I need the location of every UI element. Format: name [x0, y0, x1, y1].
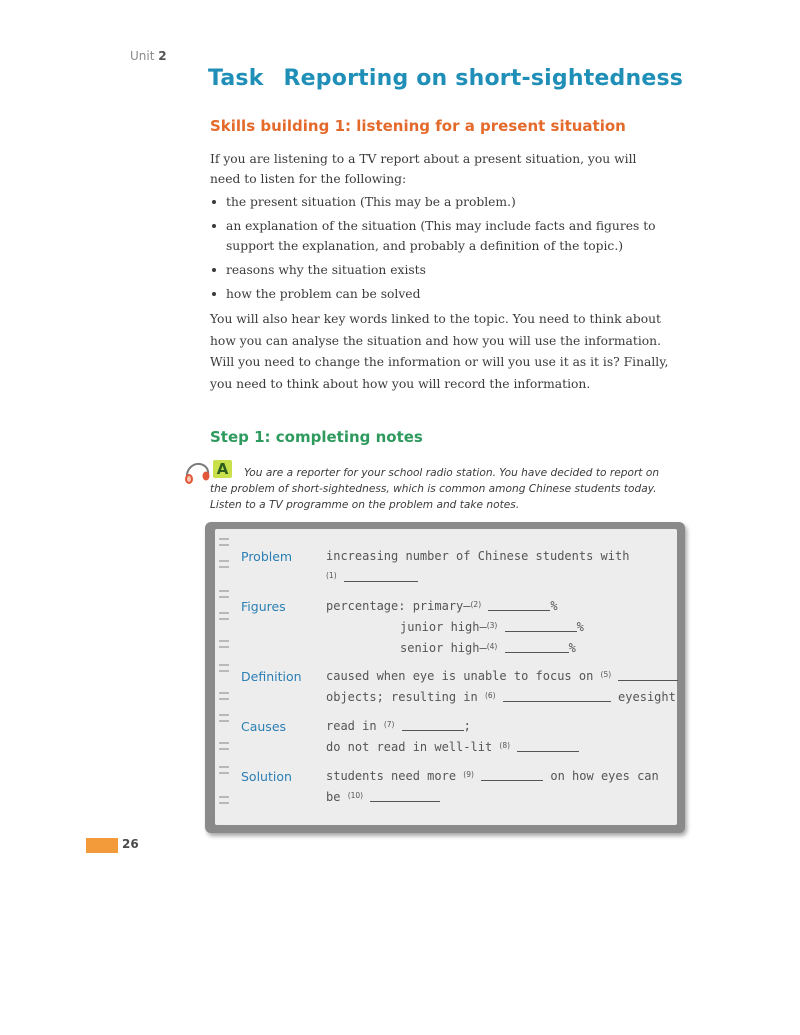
bullet-item: an explanation of the situation (This may include facts and figures to support the explanation, and probably a definition of the topic.) — [210, 216, 670, 256]
answer-blank-10[interactable] — [370, 791, 440, 802]
label-definition: Definition — [241, 669, 302, 684]
blank-number-2: (2) — [470, 600, 482, 609]
figures-line-primary — [326, 599, 558, 613]
solution-line-2 — [326, 790, 440, 804]
bullet-list — [210, 192, 670, 308]
percent-sign: % — [576, 620, 584, 634]
unit-number: 2 — [158, 49, 167, 63]
problem-line-2 — [326, 570, 418, 584]
causes-text-2: do not read in well-lit — [326, 740, 493, 754]
eyesight-text: eyesight — [618, 690, 676, 704]
blank-number-9: (9) — [463, 770, 474, 779]
label-solution: Solution — [241, 769, 292, 784]
solution-text-2: be — [326, 790, 341, 804]
instruction-text: You are a reporter for your school radio station. You have decided to report on the problem of short-sightedness, which is common among Chinese students today. Listen to a TV programme on the problem and take notes. — [210, 467, 660, 511]
answer-blank-1[interactable] — [344, 571, 418, 582]
solution-text-1: students need more — [326, 769, 457, 783]
blank-number-4: (4) — [486, 642, 498, 651]
blank-number-5: (5) — [600, 670, 612, 679]
definition-text-1: caused when eye is unable to focus on — [326, 669, 594, 683]
bullet-item: reasons why the situation exists — [210, 260, 670, 280]
unit-label — [130, 49, 167, 63]
problem-text: increasing number of Chinese students with — [326, 549, 630, 563]
solution-text-1-end: on how eyes can — [550, 769, 659, 783]
headphones-icon — [182, 460, 212, 486]
page-number: 26 — [122, 837, 139, 851]
label-figures: Figures — [241, 599, 286, 614]
answer-blank-3[interactable] — [505, 621, 577, 632]
unit-prefix: Unit — [130, 49, 155, 63]
analysis-paragraph: You will also hear key words linked to the topic. You need to think about how you can analyse the situation and how you will use the information. Will you need to change the information or will you use it as it is? Finally, you need to think about how you will record the information. — [210, 312, 669, 391]
percentage-primary-text: percentage: primary— — [326, 599, 471, 613]
figures-line-junior — [400, 620, 584, 634]
causes-line-1 — [326, 719, 471, 733]
skills-heading: Skills building 1: listening for a present situation — [210, 117, 626, 135]
task-title-text: Reporting on short-sightedness — [283, 66, 684, 91]
exercise-badge-a: A — [213, 460, 232, 478]
blank-number-6: (6) — [484, 691, 496, 700]
semicolon: ; — [463, 719, 471, 733]
blank-number-10: (10) — [347, 791, 364, 800]
causes-text-1: read in — [326, 719, 377, 733]
task-title — [208, 66, 683, 91]
answer-blank-5[interactable] — [618, 670, 678, 681]
percent-sign: % — [550, 599, 558, 613]
step1-heading: Step 1: completing notes — [210, 428, 423, 446]
blank-number-8: (8) — [499, 741, 511, 750]
figures-line-senior — [400, 641, 576, 655]
notes-notebook — [205, 522, 685, 833]
answer-blank-7[interactable] — [402, 720, 464, 731]
answer-blank-2[interactable] — [488, 600, 550, 611]
notebook-page — [215, 529, 677, 825]
answer-blank-9[interactable] — [481, 770, 543, 781]
definition-line-2 — [326, 690, 676, 704]
percent-sign: % — [568, 641, 576, 655]
bullet-item: the present situation (This may be a problem.) — [210, 192, 670, 212]
label-problem: Problem — [241, 549, 293, 564]
blank-number-7: (7) — [383, 720, 395, 729]
causes-line-2 — [326, 740, 579, 754]
problem-line-1 — [326, 549, 629, 563]
bullet-item: how the problem can be solved — [210, 284, 670, 304]
page-tab — [86, 838, 118, 853]
answer-blank-8[interactable] — [517, 741, 579, 752]
blank-number-3: (3) — [486, 621, 498, 630]
task-word: Task — [208, 66, 264, 91]
senior-high-text: senior high— — [400, 641, 487, 655]
intro-paragraph: If you are listening to a TV report about a present situation, you will need to listen for the following: — [210, 152, 637, 186]
answer-blank-6[interactable] — [503, 691, 611, 702]
label-causes: Causes — [241, 719, 287, 734]
solution-line-1 — [326, 769, 659, 783]
junior-high-text: junior high— — [400, 620, 487, 634]
definition-line-1 — [326, 669, 678, 683]
spiral-binding-icon — [215, 535, 237, 825]
answer-blank-4[interactable] — [505, 642, 569, 653]
blank-number-1: (1) — [326, 571, 337, 580]
definition-text-2: objects; resulting in — [326, 690, 478, 704]
